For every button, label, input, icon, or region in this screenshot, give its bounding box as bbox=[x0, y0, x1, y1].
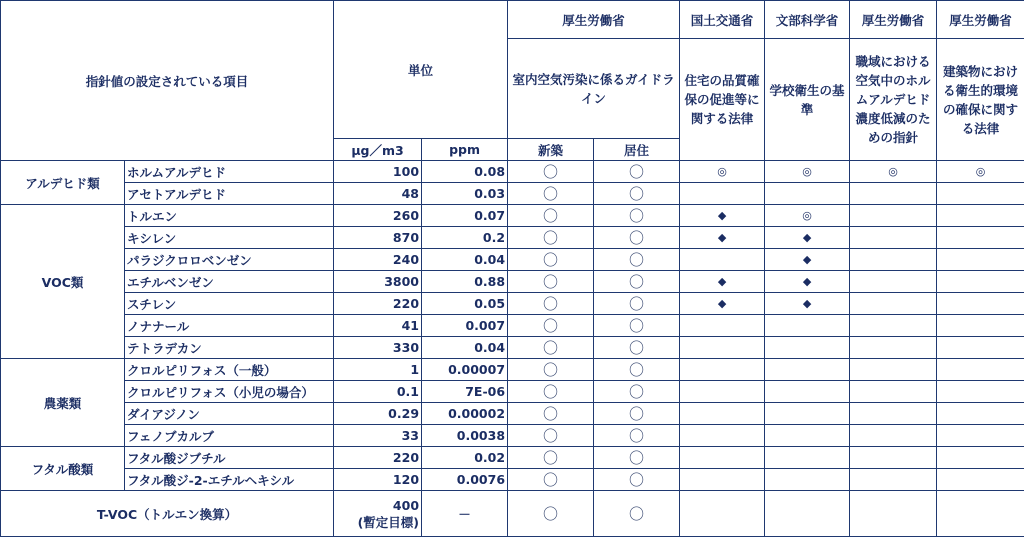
residence-mark: 〇 bbox=[594, 271, 680, 293]
residence-mark: 〇 bbox=[594, 205, 680, 227]
header-mext: 文部科学省 bbox=[765, 1, 850, 39]
value-ppm: 0.03 bbox=[422, 183, 508, 205]
tvoc-ug bbox=[334, 491, 422, 537]
value-ug-m3: 1 bbox=[334, 359, 422, 381]
table-row bbox=[1, 271, 1024, 293]
header-unit-ug: μg／m3 bbox=[334, 139, 422, 161]
mlit-mark bbox=[680, 447, 765, 469]
tvoc-residence-mark: 〇 bbox=[594, 491, 680, 537]
new-build-mark: 〇 bbox=[508, 359, 594, 381]
group-label: 農薬類 bbox=[1, 359, 125, 447]
value-ug-m3: 220 bbox=[334, 293, 422, 315]
residence-mark: 〇 bbox=[594, 469, 680, 491]
mhlw-workplace-mark bbox=[850, 315, 937, 337]
mhlw-building-mark bbox=[937, 447, 1024, 469]
residence-mark: 〇 bbox=[594, 227, 680, 249]
table-row bbox=[1, 249, 1024, 271]
mhlw-building-mark bbox=[937, 227, 1024, 249]
substance-name: クロルピリフォス（小児の場合） bbox=[125, 381, 334, 403]
residence-mark: 〇 bbox=[594, 425, 680, 447]
mlit-mark bbox=[680, 315, 765, 337]
mlit-mark: ◆ bbox=[680, 271, 765, 293]
mext-mark bbox=[765, 381, 850, 403]
new-build-mark: 〇 bbox=[508, 227, 594, 249]
header-unit: 単位 bbox=[334, 1, 508, 139]
table-row bbox=[1, 227, 1024, 249]
new-build-mark: 〇 bbox=[508, 381, 594, 403]
mext-mark bbox=[765, 447, 850, 469]
mhlw-workplace-mark bbox=[850, 425, 937, 447]
mhlw-building-mark bbox=[937, 381, 1024, 403]
header-workplace: 職域における空気中のホルムアルデヒド濃度低減のための指針 bbox=[850, 39, 937, 161]
value-ug-m3: 100 bbox=[334, 161, 422, 183]
group-label: フタル酸類 bbox=[1, 447, 125, 491]
tvoc-ug-value: 400 bbox=[392, 497, 420, 513]
mhlw-workplace-mark bbox=[850, 293, 937, 315]
value-ppm: 0.88 bbox=[422, 271, 508, 293]
mext-mark bbox=[765, 315, 850, 337]
mhlw-workplace-mark bbox=[850, 337, 937, 359]
new-build-mark: 〇 bbox=[508, 469, 594, 491]
value-ug-m3: 3800 bbox=[334, 271, 422, 293]
value-ppm: 0.00002 bbox=[422, 403, 508, 425]
table-row bbox=[1, 293, 1024, 315]
mhlw-workplace-mark bbox=[850, 249, 937, 271]
mlit-mark: ◆ bbox=[680, 293, 765, 315]
residence-mark: 〇 bbox=[594, 183, 680, 205]
value-ppm: 0.07 bbox=[422, 205, 508, 227]
new-build-mark: 〇 bbox=[508, 271, 594, 293]
mhlw-building-mark bbox=[937, 205, 1024, 227]
mext-mark bbox=[765, 469, 850, 491]
mext-mark bbox=[765, 359, 850, 381]
substance-name: フタル酸ジブチル bbox=[125, 447, 334, 469]
residence-mark: 〇 bbox=[594, 315, 680, 337]
value-ug-m3: 0.29 bbox=[334, 403, 422, 425]
mhlw-building-mark: ◎ bbox=[937, 161, 1024, 183]
tvoc-mext-cell bbox=[765, 491, 850, 537]
substance-name: パラジクロロベンゼン bbox=[125, 249, 334, 271]
value-ug-m3: 260 bbox=[334, 205, 422, 227]
value-ug-m3: 48 bbox=[334, 183, 422, 205]
mlit-mark bbox=[680, 403, 765, 425]
mext-mark: ◎ bbox=[765, 161, 850, 183]
table-row bbox=[1, 469, 1024, 491]
table-row bbox=[1, 359, 1024, 381]
mext-mark bbox=[765, 337, 850, 359]
mext-mark: ◆ bbox=[765, 249, 850, 271]
tvoc-ug-note: (暫定目標) bbox=[357, 514, 420, 530]
new-build-mark: 〇 bbox=[508, 249, 594, 271]
mext-mark: ◆ bbox=[765, 293, 850, 315]
tvoc-row bbox=[1, 491, 1024, 537]
new-build-mark: 〇 bbox=[508, 315, 594, 337]
residence-mark: 〇 bbox=[594, 249, 680, 271]
header-residence: 居住 bbox=[594, 139, 680, 161]
residence-mark: 〇 bbox=[594, 337, 680, 359]
mhlw-workplace-mark bbox=[850, 205, 937, 227]
substance-name: フタル酸ジ-2-エチルヘキシル bbox=[125, 469, 334, 491]
mhlw-building-mark bbox=[937, 469, 1024, 491]
value-ug-m3: 220 bbox=[334, 447, 422, 469]
mhlw-building-mark bbox=[937, 337, 1024, 359]
value-ppm: 0.2 bbox=[422, 227, 508, 249]
mhlw-workplace-mark bbox=[850, 183, 937, 205]
new-build-mark: 〇 bbox=[508, 337, 594, 359]
mhlw-building-mark bbox=[937, 249, 1024, 271]
value-ug-m3: 0.1 bbox=[334, 381, 422, 403]
substance-name: アセトアルデヒド bbox=[125, 183, 334, 205]
table-row bbox=[1, 183, 1024, 205]
tvoc-mlit-cell bbox=[680, 491, 765, 537]
mhlw-workplace-mark bbox=[850, 227, 937, 249]
substance-name: ホルムアルデヒド bbox=[125, 161, 334, 183]
table-row bbox=[1, 425, 1024, 447]
table-row bbox=[1, 403, 1024, 425]
new-build-mark: 〇 bbox=[508, 425, 594, 447]
tvoc-label: T-VOC（トルエン換算） bbox=[1, 491, 334, 537]
mhlw-building-mark bbox=[937, 293, 1024, 315]
table-row bbox=[1, 381, 1024, 403]
new-build-mark: 〇 bbox=[508, 161, 594, 183]
header-item: 指針値の設定されている項目 bbox=[1, 1, 334, 161]
header-mlit: 国土交通省 bbox=[680, 1, 765, 39]
substance-name: フェノブカルブ bbox=[125, 425, 334, 447]
new-build-mark: 〇 bbox=[508, 403, 594, 425]
mhlw-building-mark bbox=[937, 271, 1024, 293]
mhlw-building-mark bbox=[937, 425, 1024, 447]
value-ppm: 0.04 bbox=[422, 337, 508, 359]
value-ppm: 7E-06 bbox=[422, 381, 508, 403]
group-label: アルデヒド類 bbox=[1, 161, 125, 205]
value-ug-m3: 330 bbox=[334, 337, 422, 359]
tvoc-ppm: － bbox=[422, 491, 508, 537]
table-row bbox=[1, 447, 1024, 469]
table-row bbox=[1, 337, 1024, 359]
mhlw-workplace-mark: ◎ bbox=[850, 161, 937, 183]
value-ug-m3: 41 bbox=[334, 315, 422, 337]
residence-mark: 〇 bbox=[594, 447, 680, 469]
substance-name: ダイアジノン bbox=[125, 403, 334, 425]
substance-name: トルエン bbox=[125, 205, 334, 227]
value-ug-m3: 240 bbox=[334, 249, 422, 271]
mlit-mark: ◎ bbox=[680, 161, 765, 183]
mhlw-building-mark bbox=[937, 359, 1024, 381]
mhlw-workplace-mark bbox=[850, 447, 937, 469]
tvoc-mhlw2-cell bbox=[850, 491, 937, 537]
mlit-mark bbox=[680, 469, 765, 491]
mhlw-building-mark bbox=[937, 183, 1024, 205]
header-new-build: 新築 bbox=[508, 139, 594, 161]
table-row bbox=[1, 161, 1024, 183]
mhlw-workplace-mark bbox=[850, 271, 937, 293]
group-label: VOC類 bbox=[1, 205, 125, 359]
mlit-mark bbox=[680, 359, 765, 381]
tvoc-new-mark: 〇 bbox=[508, 491, 594, 537]
mlit-mark bbox=[680, 337, 765, 359]
mhlw-workplace-mark bbox=[850, 381, 937, 403]
value-ug-m3: 120 bbox=[334, 469, 422, 491]
value-ug-m3: 870 bbox=[334, 227, 422, 249]
value-ppm: 0.04 bbox=[422, 249, 508, 271]
mext-mark bbox=[765, 425, 850, 447]
table-row bbox=[1, 315, 1024, 337]
mext-mark bbox=[765, 403, 850, 425]
mlit-mark bbox=[680, 183, 765, 205]
header-mhlw-3: 厚生労働省 bbox=[937, 1, 1024, 39]
value-ppm: 0.0076 bbox=[422, 469, 508, 491]
mhlw-workplace-mark bbox=[850, 359, 937, 381]
substance-name: テトラデカン bbox=[125, 337, 334, 359]
value-ug-m3: 33 bbox=[334, 425, 422, 447]
mext-mark: ◆ bbox=[765, 271, 850, 293]
header-housing-law: 住宅の品質確保の促進等に関する法律 bbox=[680, 39, 765, 161]
value-ppm: 0.05 bbox=[422, 293, 508, 315]
header-mhlw-2: 厚生労働省 bbox=[850, 1, 937, 39]
mext-mark bbox=[765, 183, 850, 205]
new-build-mark: 〇 bbox=[508, 183, 594, 205]
substance-name: スチレン bbox=[125, 293, 334, 315]
mhlw-building-mark bbox=[937, 315, 1024, 337]
mlit-mark bbox=[680, 249, 765, 271]
header-unit-ppm: ppm bbox=[422, 139, 508, 161]
value-ppm: 0.02 bbox=[422, 447, 508, 469]
substance-name: キシレン bbox=[125, 227, 334, 249]
mext-mark: ◎ bbox=[765, 205, 850, 227]
header-mhlw: 厚生労働省 bbox=[508, 1, 680, 39]
mhlw-building-mark bbox=[937, 403, 1024, 425]
tvoc-mhlw3-cell bbox=[937, 491, 1024, 537]
mhlw-workplace-mark bbox=[850, 469, 937, 491]
mlit-mark bbox=[680, 381, 765, 403]
new-build-mark: 〇 bbox=[508, 205, 594, 227]
header-guideline: 室内空気汚染に係るガイドライン bbox=[508, 39, 680, 139]
mlit-mark bbox=[680, 425, 765, 447]
mlit-mark: ◆ bbox=[680, 227, 765, 249]
value-ppm: 0.007 bbox=[422, 315, 508, 337]
residence-mark: 〇 bbox=[594, 293, 680, 315]
header-building: 建築物における衛生的環境の確保に関する法律 bbox=[937, 39, 1024, 161]
substance-name: クロルピリフォス（一般） bbox=[125, 359, 334, 381]
mlit-mark: ◆ bbox=[680, 205, 765, 227]
value-ppm: 0.08 bbox=[422, 161, 508, 183]
substance-name: エチルベンゼン bbox=[125, 271, 334, 293]
value-ppm: 0.00007 bbox=[422, 359, 508, 381]
mhlw-workplace-mark bbox=[850, 403, 937, 425]
header-school: 学校衛生の基準 bbox=[765, 39, 850, 161]
residence-mark: 〇 bbox=[594, 359, 680, 381]
residence-mark: 〇 bbox=[594, 403, 680, 425]
residence-mark: 〇 bbox=[594, 381, 680, 403]
new-build-mark: 〇 bbox=[508, 293, 594, 315]
residence-mark: 〇 bbox=[594, 161, 680, 183]
mext-mark: ◆ bbox=[765, 227, 850, 249]
value-ppm: 0.0038 bbox=[422, 425, 508, 447]
new-build-mark: 〇 bbox=[508, 447, 594, 469]
substance-name: ノナナール bbox=[125, 315, 334, 337]
table-row bbox=[1, 205, 1024, 227]
